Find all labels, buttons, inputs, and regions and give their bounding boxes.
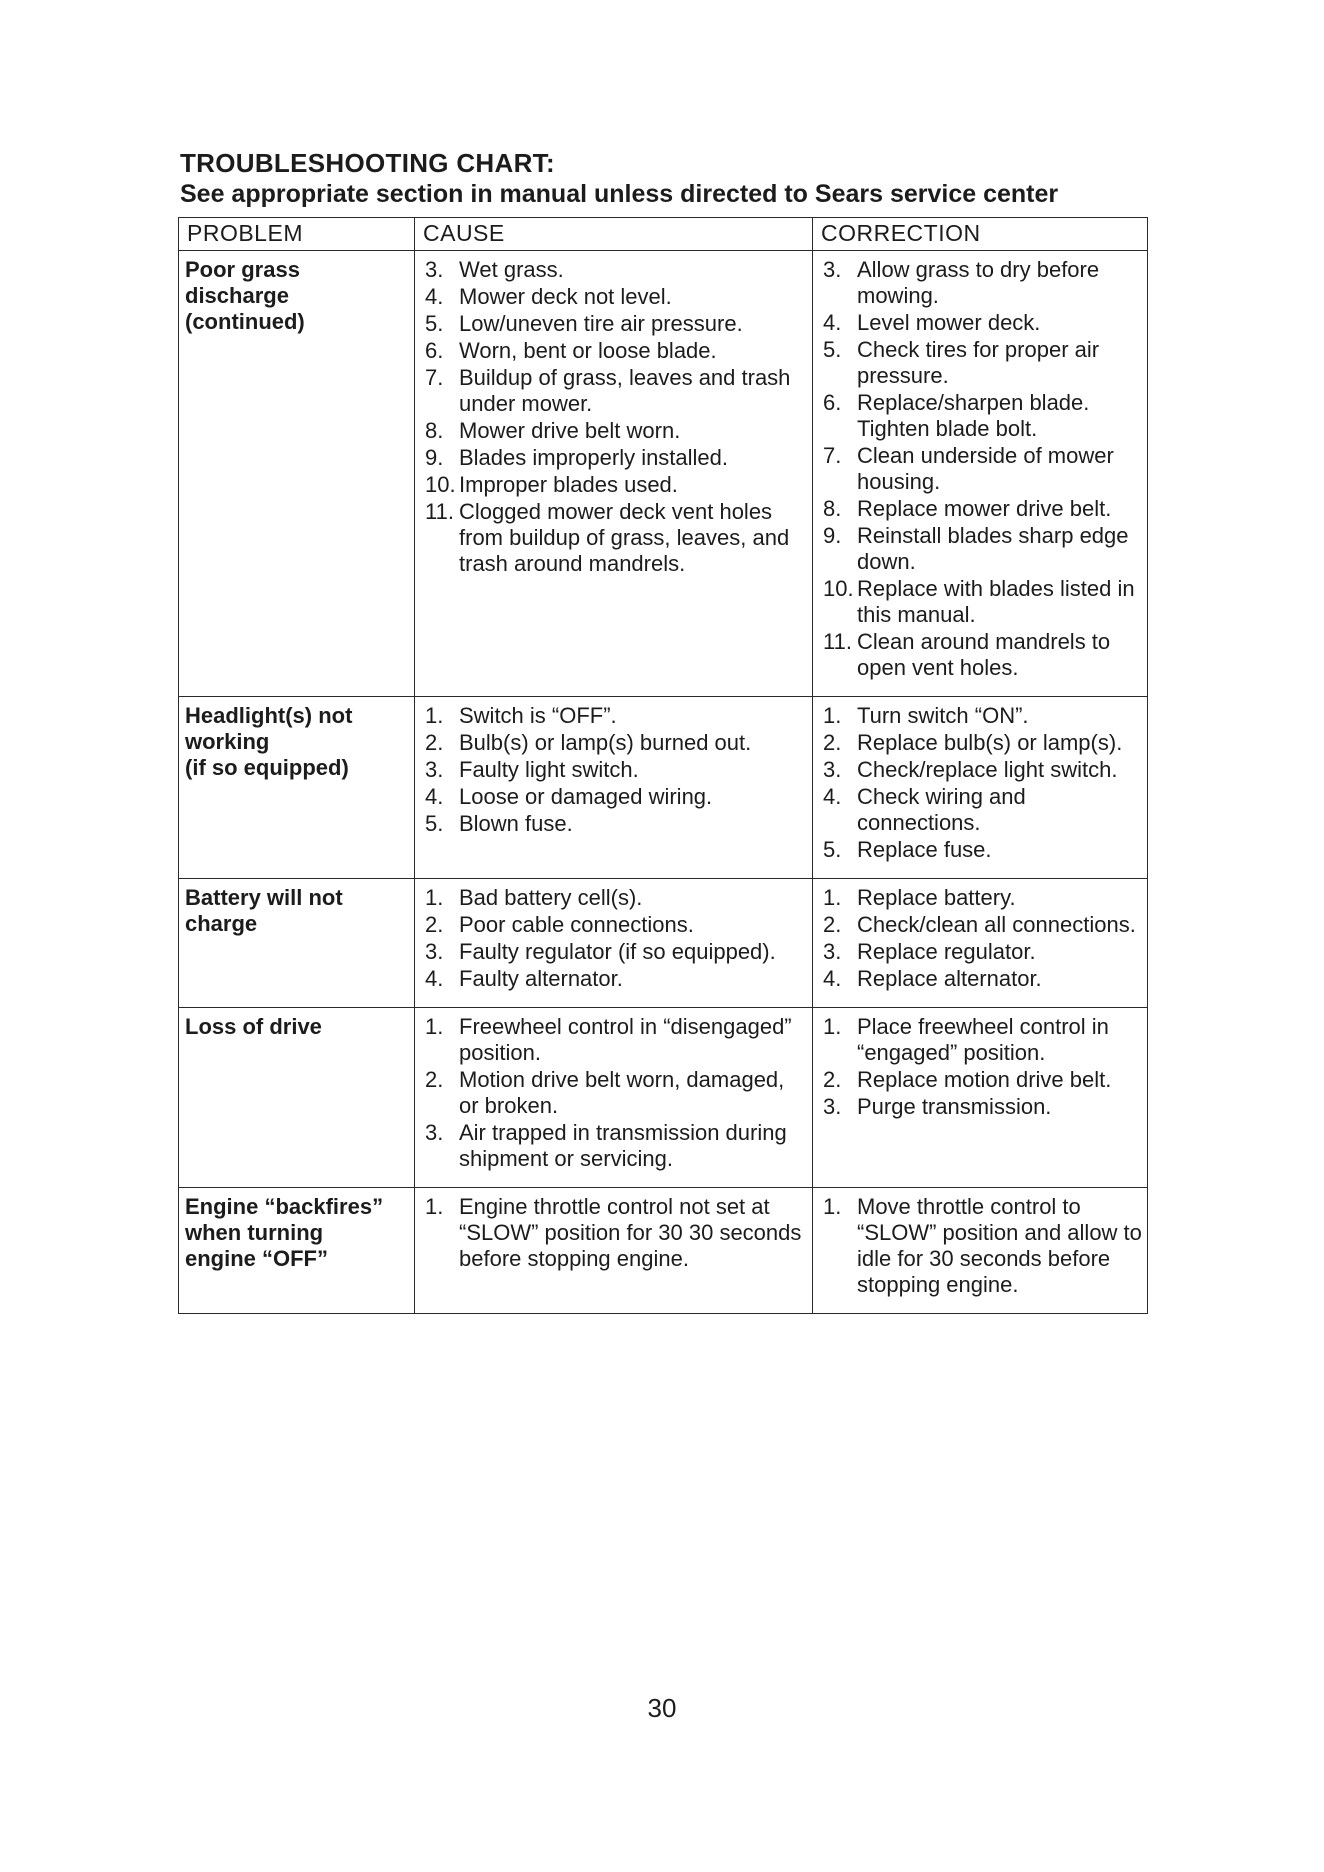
- correction-item: [823, 1194, 1143, 1298]
- cause-item-number: 8.: [425, 418, 444, 443]
- correction-item-text: Clean around mandrels to open vent holes.: [857, 629, 1111, 680]
- chart-subtitle: See appropriate section in manual unless directed to Sears service center: [180, 180, 1059, 208]
- correction-item-text: Replace fuse.: [857, 837, 992, 862]
- cause-item-text: Worn, bent or loose blade.: [459, 338, 717, 363]
- correction-item: [823, 912, 1143, 938]
- problem-text: Headlight(s) not: [185, 703, 353, 728]
- correction-item-text: Replace battery.: [857, 885, 1016, 910]
- problem-text: Loss of drive: [185, 1014, 322, 1039]
- correction-item-text: Reinstall blades sharp edge down.: [857, 523, 1129, 574]
- cause-item-number: 2.: [425, 912, 444, 937]
- correction-item: [823, 966, 1143, 992]
- correction-item: [823, 885, 1143, 911]
- cause-item-text: Engine throttle control not set at “SLOW” position for 30 30 seconds before stopping engine.: [459, 1194, 802, 1271]
- correction-item-number: 3.: [823, 257, 842, 282]
- cause-item-number: 3.: [425, 257, 444, 282]
- correction-item: [823, 784, 1143, 836]
- correction-cell: [813, 697, 1148, 879]
- correction-item-number: 8.: [823, 496, 842, 521]
- problem-text: Battery will not: [185, 885, 343, 910]
- cause-item-number: 4.: [425, 966, 444, 991]
- correction-item-text: Place freewheel control in “engaged” position.: [857, 1014, 1109, 1065]
- cause-item-number: 1.: [425, 703, 444, 728]
- correction-item: [823, 837, 1143, 863]
- cause-item-text: Air trapped in transmission during shipment or servicing.: [459, 1120, 787, 1171]
- cause-item: [425, 811, 808, 837]
- problem-cell: [179, 1008, 415, 1188]
- table-row: [179, 879, 1148, 1008]
- cause-item-text: Switch is “OFF”.: [459, 703, 617, 728]
- cause-item-text: Bad battery cell(s).: [459, 885, 643, 910]
- cause-item-number: 1.: [425, 1194, 444, 1219]
- correction-item-number: 2.: [823, 912, 842, 937]
- cause-item-number: 9.: [425, 445, 444, 470]
- cause-item-number: 3.: [425, 757, 444, 782]
- cause-cell: [415, 251, 813, 697]
- correction-item-text: Replace bulb(s) or lamp(s).: [857, 730, 1123, 755]
- correction-item: [823, 1094, 1143, 1120]
- header-problem: PROBLEM: [179, 218, 415, 251]
- correction-list: [823, 885, 1143, 992]
- table-body: [179, 251, 1148, 1314]
- troubleshooting-table: [178, 217, 1148, 1314]
- cause-item: [425, 499, 808, 577]
- correction-item-text: Check/replace light switch.: [857, 757, 1118, 782]
- correction-list: [823, 257, 1143, 681]
- correction-item: [823, 629, 1143, 681]
- correction-item: [823, 1014, 1143, 1066]
- correction-item-number: 2.: [823, 730, 842, 755]
- correction-item-text: Replace alternator.: [857, 966, 1042, 991]
- cause-list: [425, 703, 808, 837]
- cause-cell: [415, 1008, 813, 1188]
- cause-item: [425, 885, 808, 911]
- correction-item: [823, 310, 1143, 336]
- cause-item: [425, 966, 808, 992]
- correction-item-number: 5.: [823, 837, 842, 862]
- cause-item-number: 3.: [425, 1120, 444, 1145]
- problem-text: when turning: [185, 1220, 324, 1245]
- cause-item: [425, 703, 808, 729]
- cause-item-text: Faulty regulator (if so equipped).: [459, 939, 776, 964]
- cause-item-number: 4.: [425, 784, 444, 809]
- cause-item-number: 7.: [425, 365, 444, 390]
- cause-item-text: Poor cable connections.: [459, 912, 694, 937]
- cause-item-text: Faulty light switch.: [459, 757, 639, 782]
- problem-text: (continued): [185, 309, 305, 334]
- correction-item-number: 1.: [823, 885, 842, 910]
- cause-item-text: Low/uneven tire air pressure.: [459, 311, 743, 336]
- cause-list: [425, 1194, 808, 1272]
- problem-text: discharge: [185, 283, 289, 308]
- cause-item: [425, 1014, 808, 1066]
- correction-item: [823, 496, 1143, 522]
- cause-item-text: Mower drive belt worn.: [459, 418, 681, 443]
- correction-list: [823, 1014, 1143, 1120]
- cause-item: [425, 257, 808, 283]
- correction-item-text: Replace motion drive belt.: [857, 1067, 1112, 1092]
- correction-item-text: Replace mower drive belt.: [857, 496, 1112, 521]
- cause-list: [425, 1014, 808, 1172]
- cause-item: [425, 445, 808, 471]
- cause-item-number: 11.: [425, 499, 454, 524]
- correction-item-number: 1.: [823, 703, 842, 728]
- correction-item-text: Purge transmission.: [857, 1094, 1052, 1119]
- problem-cell: [179, 251, 415, 697]
- cause-item: [425, 939, 808, 965]
- correction-cell: [813, 1008, 1148, 1188]
- cause-item: [425, 284, 808, 310]
- cause-item-number: 6.: [425, 338, 444, 363]
- correction-item: [823, 390, 1143, 442]
- correction-item-number: 6.: [823, 390, 842, 415]
- cause-item-text: Faulty alternator.: [459, 966, 623, 991]
- cause-list: [425, 257, 808, 577]
- correction-item-number: 10.: [823, 576, 854, 601]
- problem-text: charge: [185, 911, 258, 936]
- cause-item: [425, 912, 808, 938]
- cause-item-text: Blown fuse.: [459, 811, 573, 836]
- table-row: [179, 1008, 1148, 1188]
- cause-list: [425, 885, 808, 992]
- table-row: [179, 251, 1148, 697]
- correction-item-text: Replace with blades listed in this manual.: [857, 576, 1135, 627]
- correction-item: [823, 337, 1143, 389]
- correction-item-number: 5.: [823, 337, 842, 362]
- correction-item-number: 9.: [823, 523, 842, 548]
- cause-item-number: 5.: [425, 811, 444, 836]
- correction-item-number: 3.: [823, 757, 842, 782]
- problem-text: Engine “backfires”: [185, 1194, 384, 1219]
- cause-item-text: Buildup of grass, leaves and trash under mower.: [459, 365, 791, 416]
- correction-item-number: 1.: [823, 1014, 842, 1039]
- cause-item-number: 1.: [425, 1014, 444, 1039]
- cause-item: [425, 757, 808, 783]
- cause-item-text: Loose or damaged wiring.: [459, 784, 713, 809]
- cause-item-number: 3.: [425, 939, 444, 964]
- cause-item-text: Freewheel control in “disengaged” position.: [459, 1014, 792, 1065]
- correction-item: [823, 257, 1143, 309]
- cause-item-text: Motion drive belt worn, damaged, or broken.: [459, 1067, 785, 1118]
- cause-item: [425, 1194, 808, 1272]
- cause-item: [425, 472, 808, 498]
- cause-item-number: 4.: [425, 284, 444, 309]
- correction-item-number: 1.: [823, 1194, 842, 1219]
- cause-item-text: Mower deck not level.: [459, 284, 672, 309]
- cause-cell: [415, 1188, 813, 1314]
- cause-item-text: Blades improperly installed.: [459, 445, 729, 470]
- problem-cell: [179, 697, 415, 879]
- header-cause: CAUSE: [415, 218, 813, 251]
- correction-item: [823, 443, 1143, 495]
- correction-item-number: 3.: [823, 1094, 842, 1119]
- chart-title: TROUBLESHOOTING CHART:: [180, 148, 555, 178]
- correction-item-number: 4.: [823, 784, 842, 809]
- cause-item: [425, 784, 808, 810]
- cause-item-text: Bulb(s) or lamp(s) burned out.: [459, 730, 752, 755]
- cause-item: [425, 338, 808, 364]
- correction-item-number: 3.: [823, 939, 842, 964]
- problem-cell: [179, 1188, 415, 1314]
- table-row: [179, 1188, 1148, 1314]
- problem-text: working: [185, 729, 270, 754]
- correction-item: [823, 1067, 1143, 1093]
- cause-cell: [415, 697, 813, 879]
- correction-cell: [813, 879, 1148, 1008]
- correction-item-number: 4.: [823, 966, 842, 991]
- cause-item: [425, 418, 808, 444]
- cause-cell: [415, 879, 813, 1008]
- problem-text: engine “OFF”: [185, 1246, 328, 1271]
- correction-item-number: 4.: [823, 310, 842, 335]
- correction-item: [823, 939, 1143, 965]
- correction-item-text: Turn switch “ON”.: [857, 703, 1029, 728]
- correction-cell: [813, 1188, 1148, 1314]
- cause-item-number: 1.: [425, 885, 444, 910]
- correction-list: [823, 703, 1143, 863]
- problem-text: Poor grass: [185, 257, 300, 282]
- correction-item-number: 11.: [823, 629, 852, 654]
- cause-item-text: Improper blades used.: [459, 472, 678, 497]
- table-header-row: [179, 218, 1148, 251]
- correction-item-text: Allow grass to dry before mowing.: [857, 257, 1100, 308]
- correction-item: [823, 523, 1143, 575]
- correction-item-text: Check/clean all connections.: [857, 912, 1136, 937]
- correction-item-text: Clean underside of mower housing.: [857, 443, 1114, 494]
- correction-item-number: 7.: [823, 443, 842, 468]
- cause-item-number: 2.: [425, 1067, 444, 1092]
- correction-item-text: Check wiring and connections.: [857, 784, 1026, 835]
- correction-item: [823, 757, 1143, 783]
- correction-item-number: 2.: [823, 1067, 842, 1092]
- correction-item: [823, 703, 1143, 729]
- correction-item: [823, 576, 1143, 628]
- cause-item: [425, 311, 808, 337]
- correction-item-text: Move throttle control to “SLOW” position and allow to idle for 30 seconds before stopping engine.: [857, 1194, 1142, 1297]
- correction-list: [823, 1194, 1143, 1298]
- page-number: 30: [647, 1693, 677, 1723]
- cause-item-text: Wet grass.: [459, 257, 564, 282]
- correction-item: [823, 730, 1143, 756]
- cause-item-number: 10.: [425, 472, 456, 497]
- table-row: [179, 697, 1148, 879]
- correction-item-text: Level mower deck.: [857, 310, 1041, 335]
- correction-item-text: Replace/sharpen blade. Tighten blade bolt.: [857, 390, 1090, 441]
- cause-item-text: Clogged mower deck vent holes from buildup of grass, leaves, and trash around mandrels.: [459, 499, 790, 576]
- cause-item-number: 2.: [425, 730, 444, 755]
- header-correction: CORRECTION: [813, 218, 1148, 251]
- correction-cell: [813, 251, 1148, 697]
- problem-cell: [179, 879, 415, 1008]
- correction-item-text: Replace regulator.: [857, 939, 1036, 964]
- cause-item: [425, 365, 808, 417]
- cause-item: [425, 1120, 808, 1172]
- cause-item: [425, 730, 808, 756]
- cause-item: [425, 1067, 808, 1119]
- cause-item-number: 5.: [425, 311, 444, 336]
- problem-text: (if so equipped): [185, 755, 349, 780]
- correction-item-text: Check tires for proper air pressure.: [857, 337, 1100, 388]
